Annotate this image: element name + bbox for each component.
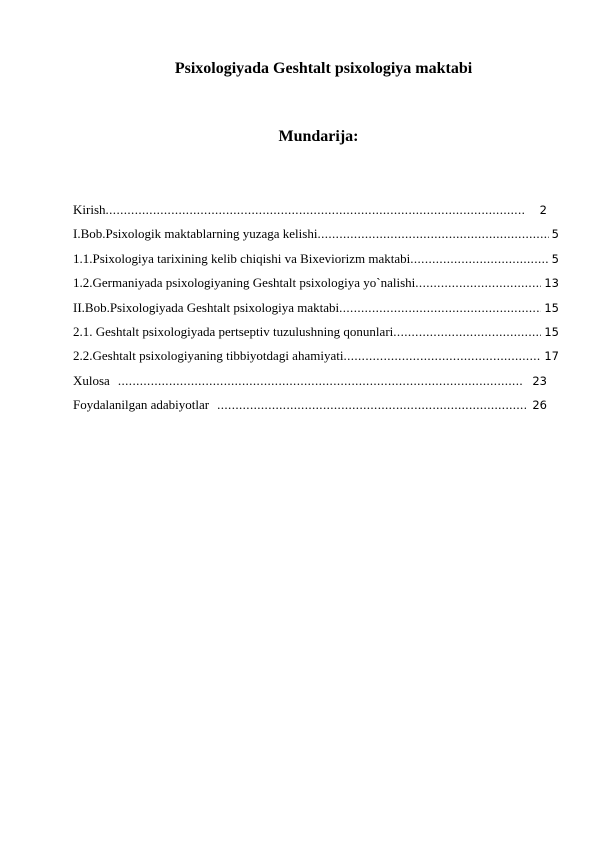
toc-heading: Mundarija: xyxy=(278,128,359,145)
toc-entry-foydalanilgan xyxy=(73,397,559,421)
toc-leader-dots xyxy=(110,373,523,389)
document-title: Psixologiyada Geshtalt psixologiya maktabi xyxy=(174,60,473,77)
toc-entry-label: Kirish xyxy=(73,202,106,217)
toc-entry-label: 2.2.Geshtalt psixologiyaning tibbiyotdagi ahamiyati xyxy=(73,348,344,364)
toc-entry-page: 15 xyxy=(544,324,559,339)
toc-entry-bob-2 xyxy=(73,300,559,324)
toc-entry-page: 23 xyxy=(532,373,547,388)
toc-entry-page: 5 xyxy=(551,227,559,242)
toc-entry-page: 17 xyxy=(544,349,559,364)
toc-entry-1-1 xyxy=(73,251,559,275)
toc-leader-dots xyxy=(209,397,526,413)
toc-entry-page: 5 xyxy=(551,251,559,266)
toc-entry-page: 15 xyxy=(544,300,559,315)
toc-entry-label: Xulosa xyxy=(73,372,110,388)
toc-leader-dots xyxy=(339,300,541,316)
toc-entry-2-2 xyxy=(73,348,559,372)
toc-entry-xulosa xyxy=(73,373,559,397)
toc-leader-dots xyxy=(415,275,541,291)
toc-leader-dots xyxy=(410,251,548,267)
toc-leader-dots xyxy=(393,324,541,340)
toc-entry-1-2 xyxy=(73,275,559,299)
toc-entry-label: II.Bob.Psixologiyada Geshtalt psixologiya maktabi xyxy=(73,299,340,315)
toc-entry-page: 13 xyxy=(544,276,559,291)
toc-entry-kirish xyxy=(73,202,559,226)
toc-entry-page: 2 xyxy=(539,203,547,217)
toc-entry-label: I.Bob.Psixologik maktablarning yuzaga kelishi xyxy=(73,226,318,242)
toc-entry-label: Foydalanilgan adabiyotlar xyxy=(73,397,210,413)
toc-entry-label: 1.1.Psixologiya tarixining kelib chiqishi va Bixeviorizm maktabi xyxy=(73,250,411,266)
toc-leader-dots xyxy=(317,226,548,242)
toc-entry-label: 1.2.Germaniyada psixologiyaning Geshtalt psixologiya yo`nalishi xyxy=(73,275,416,291)
toc-entry-page: 26 xyxy=(532,398,547,413)
table-of-contents xyxy=(73,202,559,422)
toc-entry-label: 2.1. Geshtalt psixologiyada pertseptiv tuzulushning qonunlari xyxy=(73,323,394,339)
toc-leader-dots xyxy=(343,348,541,364)
toc-entry-bob-1 xyxy=(73,226,559,250)
toc-leader-dots xyxy=(106,202,524,218)
toc-entry-2-1 xyxy=(73,324,559,348)
